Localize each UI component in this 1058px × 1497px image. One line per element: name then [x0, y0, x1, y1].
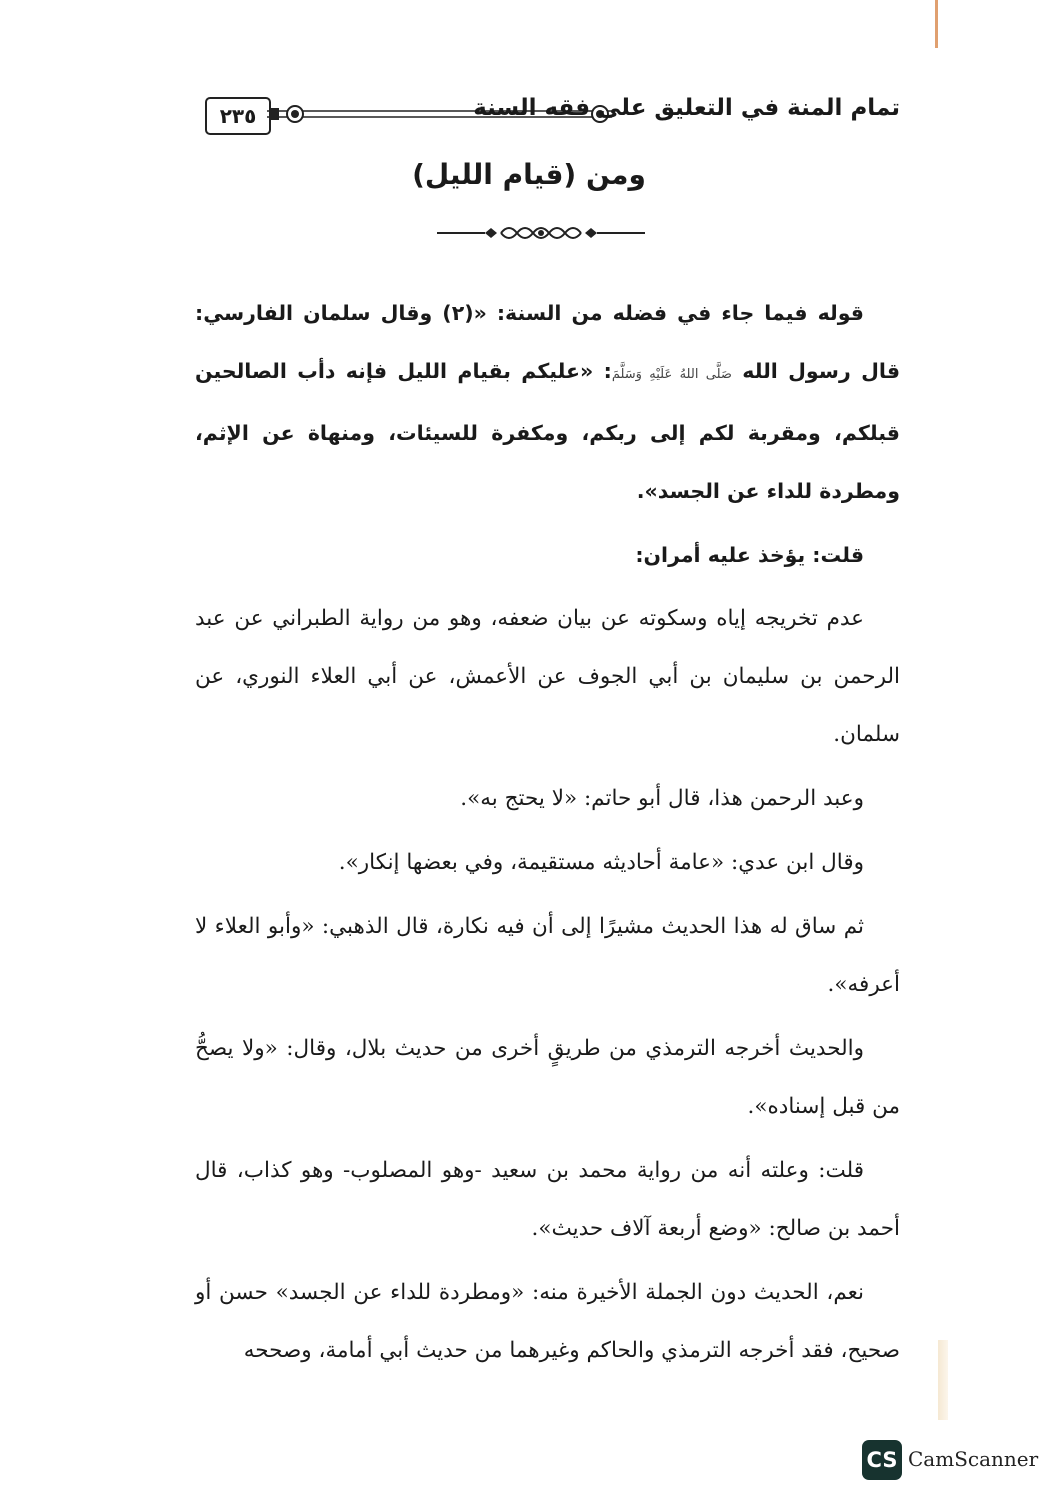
paragraph-hadith — [195, 284, 900, 520]
camscanner-label: CamScanner — [908, 1447, 1039, 1471]
paragraph: ثم ساق له هذا الحديث مشيرًا إلى أن فيه نكارة، قال الذهبي: «وأبو العلاء لا أعرفه». — [195, 914, 900, 997]
chapter-title: ومن (قيام الليل) — [412, 158, 646, 191]
running-header — [205, 95, 900, 140]
paragraph: نعم، الحديث دون الجملة الأخيرة منه: «ومطردة للداء عن الجسد» حسن أو صحيح، فقد أخرجه الترمذي والحاكم وغيرهما من حديث أبي أمامة، وصححه — [195, 1280, 900, 1363]
paragraph: قلت: وعلته أنه من رواية محمد بن سعيد -وهو المصلوب- وهو كذاب، قال أحمد بن صالح: «وضع أربعة آلاف حديث». — [195, 1158, 900, 1241]
paragraph: عدم تخريجه إياه وسكوته عن بيان ضعفه، وهو من رواية الطبراني عن عبد الرحمن بن سليمان بن أبي الجوف عن الأعمش، عن أبي العلاء النوري، عن سلمان. — [195, 606, 900, 747]
honorific-phrase: صَلَّى اللهُ عَلَيْهِ وَسَلَّمَ — [611, 367, 732, 382]
paragraph-note: قلت: يؤخذ عليه أمران: — [635, 543, 864, 567]
section-divider-ornament — [435, 222, 647, 244]
hadith-intro: قوله فيما جاء في فضله من السنة: «(٢) وقال سلمان الفارسي: قال رسول الله — [195, 301, 900, 383]
paragraph: والحديث أخرجه الترمذي من طريقٍ أخرى من حديث بلال، وقال: «ولا يصحُّ من قبل إسناده». — [195, 1036, 900, 1119]
page-number: ٢٣٥ — [205, 97, 271, 135]
camscanner-logo-icon: CS — [862, 1440, 902, 1480]
paragraph: وقال ابن عدي: «عامة أحاديثه مستقيمة، وفي بعضها إنكار». — [338, 850, 864, 875]
page-edge-smudge — [938, 1340, 948, 1420]
hadith-text: : «عليكم بقيام الليل فإنه دأب الصالحين قبلكم، ومقربة لكم إلى ربكم، ومكفرة للسيئات، ومنهاة عن الإثم، ومطردة للداء عن الجسد». — [195, 359, 900, 503]
page-body — [195, 284, 900, 1386]
book-title: تمام المنة في التعليق على فقه السنة — [473, 95, 900, 121]
paragraph: وعبد الرحمن هذا، قال أبو حاتم: «لا يحتج به». — [460, 786, 864, 811]
page-edge-line — [935, 0, 938, 48]
